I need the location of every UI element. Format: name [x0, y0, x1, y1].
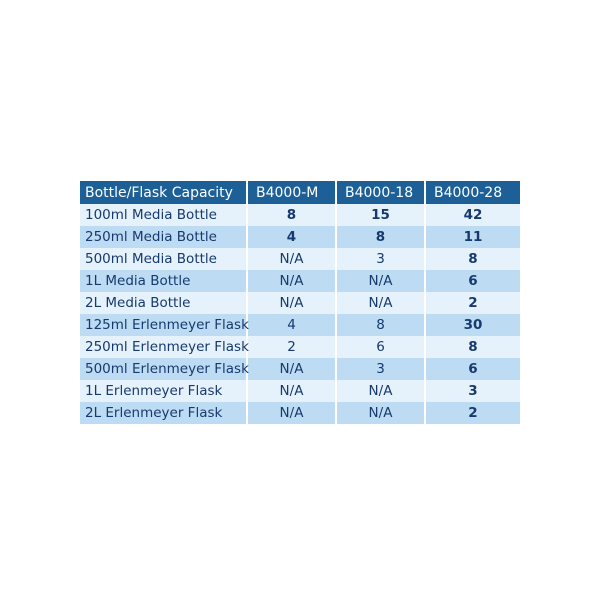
- cell-b4000-18: N/A: [337, 292, 426, 314]
- cell-b4000-m: N/A: [248, 248, 337, 270]
- header-b4000-m: B4000-M: [248, 181, 337, 204]
- table-row: [80, 204, 520, 226]
- cell-capacity: 250ml Erlenmeyer Flask: [80, 336, 248, 358]
- capacity-table: [80, 181, 520, 424]
- table-header-row: [80, 181, 520, 204]
- cell-b4000-m: 8: [248, 204, 337, 226]
- cell-capacity: 500ml Media Bottle: [80, 248, 248, 270]
- cell-capacity: 500ml Erlenmeyer Flask: [80, 358, 248, 380]
- cell-b4000-28: 8: [426, 248, 520, 270]
- header-b4000-28: B4000-28: [426, 181, 520, 204]
- table-row: [80, 402, 520, 424]
- cell-b4000-28: 2: [426, 402, 520, 424]
- table-row: [80, 336, 520, 358]
- cell-b4000-m: 4: [248, 314, 337, 336]
- cell-capacity: 125ml Erlenmeyer Flask: [80, 314, 248, 336]
- cell-b4000-18: 8: [337, 226, 426, 248]
- table-row: [80, 270, 520, 292]
- table-row: [80, 248, 520, 270]
- table-row: [80, 314, 520, 336]
- cell-b4000-18: N/A: [337, 380, 426, 402]
- table-row: [80, 292, 520, 314]
- table-row: [80, 226, 520, 248]
- cell-b4000-18: 6: [337, 336, 426, 358]
- cell-b4000-18: 3: [337, 248, 426, 270]
- cell-b4000-m: N/A: [248, 358, 337, 380]
- cell-b4000-28: 11: [426, 226, 520, 248]
- cell-b4000-m: 2: [248, 336, 337, 358]
- cell-b4000-28: 42: [426, 204, 520, 226]
- table-row: [80, 380, 520, 402]
- capacity-table-container: [80, 181, 520, 424]
- table-body: [80, 204, 520, 424]
- header-capacity: Bottle/Flask Capacity: [80, 181, 248, 204]
- cell-b4000-28: 8: [426, 336, 520, 358]
- cell-b4000-18: N/A: [337, 402, 426, 424]
- cell-b4000-28: 30: [426, 314, 520, 336]
- cell-b4000-m: N/A: [248, 380, 337, 402]
- cell-capacity: 100ml Media Bottle: [80, 204, 248, 226]
- cell-capacity: 2L Erlenmeyer Flask: [80, 402, 248, 424]
- cell-b4000-28: 3: [426, 380, 520, 402]
- cell-b4000-18: 15: [337, 204, 426, 226]
- table-row: [80, 358, 520, 380]
- header-b4000-18: B4000-18: [337, 181, 426, 204]
- cell-b4000-28: 6: [426, 358, 520, 380]
- cell-b4000-18: N/A: [337, 270, 426, 292]
- cell-b4000-m: N/A: [248, 292, 337, 314]
- cell-b4000-28: 2: [426, 292, 520, 314]
- cell-capacity: 2L Media Bottle: [80, 292, 248, 314]
- cell-capacity: 1L Media Bottle: [80, 270, 248, 292]
- cell-capacity: 1L Erlenmeyer Flask: [80, 380, 248, 402]
- cell-b4000-m: 4: [248, 226, 337, 248]
- cell-b4000-28: 6: [426, 270, 520, 292]
- cell-b4000-18: 3: [337, 358, 426, 380]
- cell-capacity: 250ml Media Bottle: [80, 226, 248, 248]
- cell-b4000-m: N/A: [248, 270, 337, 292]
- cell-b4000-18: 8: [337, 314, 426, 336]
- cell-b4000-m: N/A: [248, 402, 337, 424]
